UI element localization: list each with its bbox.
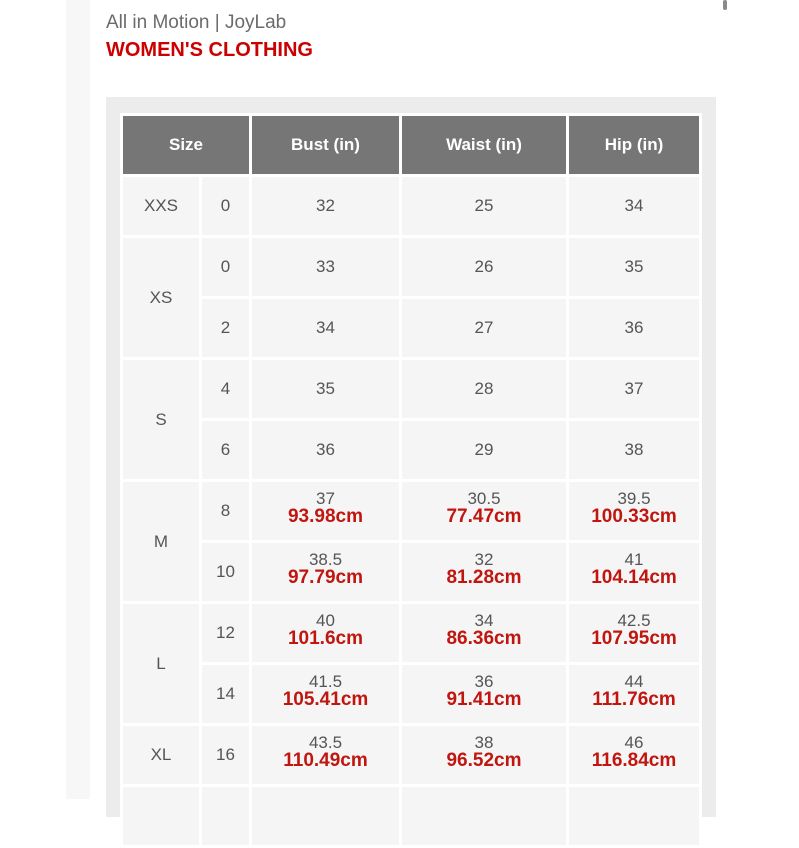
waist-in: 29 xyxy=(474,440,494,459)
size-number: 16 xyxy=(202,726,249,784)
table-row xyxy=(123,482,699,540)
bust-in: 43.5 xyxy=(308,732,343,752)
hip-in: 36 xyxy=(624,318,644,337)
waist-in: 36 xyxy=(474,671,494,691)
size-label: S xyxy=(123,360,199,479)
hip-in: 39.5 xyxy=(617,488,651,508)
size-chart-table xyxy=(120,113,702,848)
hip-in: 35 xyxy=(624,257,644,276)
size-number: 0 xyxy=(202,238,249,296)
scrollbar-thumb[interactable] xyxy=(723,0,727,10)
hip-in: 46 xyxy=(624,732,644,752)
bust-in: 33 xyxy=(316,257,335,276)
size-label: XS xyxy=(123,238,199,357)
bust-cell xyxy=(252,543,399,601)
hip-cell xyxy=(569,726,699,784)
size-label: L xyxy=(123,604,199,723)
waist-cell xyxy=(402,604,566,662)
size-number: 10 xyxy=(202,543,249,601)
bust-cell xyxy=(252,177,399,235)
waist-cell xyxy=(402,665,566,723)
hip-cell xyxy=(569,299,699,357)
header-bust: Bust (in) xyxy=(252,116,399,174)
table-row xyxy=(123,299,699,357)
hip-cm: 116.84cm xyxy=(591,749,677,771)
hip-cell xyxy=(569,604,699,662)
bust-cell xyxy=(252,665,399,723)
waist-cm: 96.52cm xyxy=(446,749,522,771)
waist-cell xyxy=(402,238,566,296)
hip-in: 37 xyxy=(624,379,644,398)
bust-in: 35 xyxy=(316,379,335,398)
hip-in: 44 xyxy=(624,671,644,691)
hip-in: 41 xyxy=(624,549,644,569)
category-title: WOMEN'S CLOTHING xyxy=(106,39,313,61)
waist-in: 27 xyxy=(474,318,494,337)
hip-cell xyxy=(569,421,699,479)
bust-cell xyxy=(252,604,399,662)
waist-in: 32 xyxy=(474,549,494,569)
size-number: 14 xyxy=(202,665,249,723)
waist-in: 28 xyxy=(474,379,494,398)
waist-in: 38 xyxy=(474,732,494,752)
table-row xyxy=(123,665,699,723)
bust-cell xyxy=(252,726,399,784)
size-number: 4 xyxy=(202,360,249,418)
bust-cm: 101.6cm xyxy=(287,627,363,649)
bust-in: 37 xyxy=(316,488,335,508)
table-header-row xyxy=(123,116,699,174)
bust-cm: 97.79cm xyxy=(287,566,363,588)
hip-cell xyxy=(569,177,699,235)
bust-in: 34 xyxy=(316,318,335,337)
waist-cell xyxy=(402,726,566,784)
hip-cm: 107.95cm xyxy=(591,627,677,649)
table-row-partial xyxy=(123,787,699,845)
bust-cell xyxy=(252,421,399,479)
waist-in: 25 xyxy=(474,196,494,215)
waist-cm: 86.36cm xyxy=(446,627,522,649)
bust-in: 32 xyxy=(316,196,335,215)
table-row xyxy=(123,726,699,784)
header-waist: Waist (in) xyxy=(402,116,566,174)
size-number: 2 xyxy=(202,299,249,357)
bust-cell xyxy=(252,238,399,296)
waist-cell xyxy=(402,177,566,235)
bust-in: 41.5 xyxy=(308,671,343,691)
hip-cm: 111.76cm xyxy=(592,688,676,710)
waist-in: 30.5 xyxy=(467,488,501,508)
hip-cm: 100.33cm xyxy=(591,505,677,527)
size-number: 6 xyxy=(202,421,249,479)
waist-cell xyxy=(402,421,566,479)
hip-in: 38 xyxy=(624,440,644,459)
table-row xyxy=(123,360,699,418)
bust-cm: 110.49cm xyxy=(283,749,368,771)
waist-cm: 77.47cm xyxy=(446,505,522,527)
bust-cell xyxy=(252,482,399,540)
bust-cm: 93.98cm xyxy=(287,505,363,527)
waist-in: 34 xyxy=(474,610,494,630)
bust-in: 36 xyxy=(316,440,335,459)
bust-cm: 105.41cm xyxy=(282,688,369,710)
size-label: XXS xyxy=(123,177,199,235)
waist-cell xyxy=(402,299,566,357)
table-row xyxy=(123,604,699,662)
waist-cell xyxy=(402,482,566,540)
waist-in: 26 xyxy=(474,257,494,276)
header-hip: Hip (in) xyxy=(569,116,699,174)
header-size: Size xyxy=(123,116,249,174)
size-number: 12 xyxy=(202,604,249,662)
table-row xyxy=(123,238,699,296)
hip-cell xyxy=(569,238,699,296)
table-row xyxy=(123,421,699,479)
bust-cell xyxy=(252,299,399,357)
hip-cell xyxy=(569,360,699,418)
left-margin-strip xyxy=(66,0,90,799)
size-number: 8 xyxy=(202,482,249,540)
table-row xyxy=(123,177,699,235)
bust-in: 40 xyxy=(316,610,335,630)
size-label: XL xyxy=(123,726,199,784)
hip-cell xyxy=(569,665,699,723)
hip-cell xyxy=(569,482,699,540)
hip-in: 42.5 xyxy=(617,610,651,630)
hip-in: 34 xyxy=(624,196,644,215)
size-label: M xyxy=(123,482,199,601)
bust-in: 38.5 xyxy=(308,549,343,569)
waist-cm: 81.28cm xyxy=(446,566,522,588)
hip-cm: 104.14cm xyxy=(591,566,677,588)
brand-title: All in Motion | JoyLab xyxy=(106,12,287,33)
size-number: 0 xyxy=(202,177,249,235)
waist-cm: 91.41cm xyxy=(446,688,522,710)
waist-cell xyxy=(402,543,566,601)
hip-cell xyxy=(569,543,699,601)
table-row xyxy=(123,543,699,601)
bust-cell xyxy=(252,360,399,418)
waist-cell xyxy=(402,360,566,418)
